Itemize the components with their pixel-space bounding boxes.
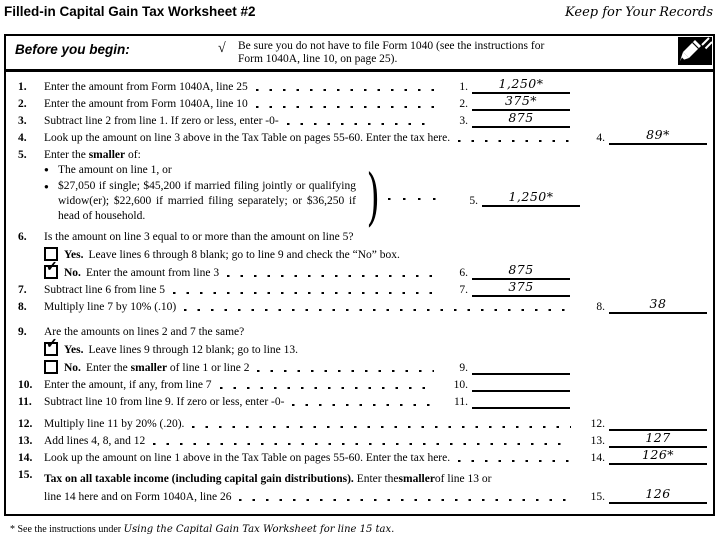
line-number: 8. [18,301,27,313]
dot-leader [388,198,442,201]
entry-label: 7. [459,284,468,296]
no-text: Enter the smaller of line 1 or line 2 [85,362,250,374]
bullet-icon: ● [44,182,49,191]
entry-line-1 [442,76,570,94]
before-you-begin-text-line2: Form 1040A, line 10, on page 25). [238,53,398,65]
dot-leader [458,140,571,143]
entry-line-11 [442,391,570,409]
keep-for-records-note: Keep for Your Records [565,5,713,20]
amount-field-line-9[interactable] [472,357,570,375]
amount-field-line-8[interactable] [609,296,707,314]
dot-leader [192,426,571,429]
dot-leader [153,443,571,446]
before-you-begin-strip [6,36,713,72]
dot-leader [292,404,434,407]
line-text: Enter the amount from Form 1040A, line 10 [44,98,248,110]
worksheet-line-9 [18,322,707,339]
entry-label: 13. [590,435,605,447]
worksheet-line-12 [18,414,707,431]
entry-line-5 [452,189,580,207]
page-title: Filled-in Capital Gain Tax Worksheet #2 [4,4,256,19]
entry-label: 9. [459,362,468,374]
line-number: 1. [18,81,27,93]
entry-line-6 [442,262,570,280]
line-number: 10. [18,379,33,391]
entry-line-9 [442,357,570,375]
line-number: 5. [18,149,27,161]
yes-checkbox[interactable] [44,342,58,356]
entry-label: 1. [459,81,468,93]
worksheet-line-8 [18,297,707,314]
entry-label: 3. [459,115,468,127]
amount-field-line-14[interactable] [609,447,707,465]
amount-field-line-3[interactable] [472,110,570,128]
entry-line-15 [579,486,707,504]
amount-value: 38 [649,296,667,311]
dot-leader [173,292,434,295]
line-number: 14. [18,452,33,464]
amount-field-line-13[interactable] [609,430,707,448]
amount-field-line-6[interactable] [472,262,570,280]
amount-value: 875 [508,262,534,277]
line-number: 4. [18,132,27,144]
entry-line-14 [579,447,707,465]
amount-value: 89* [646,127,670,142]
line-text: Is the amount on line 3 equal to or more than the amount on line 5? [44,231,354,243]
brace-glyph: ) [366,160,380,233]
worksheet-line-3 [18,111,707,128]
bullet-icon: ● [44,165,49,174]
dot-leader [184,309,571,312]
dot-leader [239,499,571,502]
worksheet-line-5 [18,145,707,162]
amount-field-line-7[interactable] [472,279,570,297]
amount-value: 127 [645,430,671,445]
line-text: Are the amounts on lines 2 and 7 the same? [44,326,245,338]
entry-line-4 [579,127,707,145]
line-text-continued: line 14 here and on Form 1040A, line 26 15. 126 [44,486,707,504]
yes-label: Yes. [64,344,84,356]
worksheet-line-10 [18,375,707,392]
line-number: 3. [18,115,27,127]
amount-field-line-4[interactable] [609,127,707,145]
worksheet-line-1 [18,77,707,94]
bullet-text: The amount on line 1, or [58,164,172,176]
entry-label: 8. [596,301,605,313]
line-5-options-block [18,160,707,233]
line-number: 13. [18,435,33,447]
dot-leader [220,387,434,390]
line-text: Enter the smaller of: [44,149,141,161]
worksheet-line-14 [18,448,707,465]
line-text: Subtract line 2 from line 1. If zero or less, enter -0- [44,115,279,127]
line-text: Multiply line 11 by 20% (.20). [44,418,185,430]
dot-leader [458,460,571,463]
amount-value: 375 [508,279,534,294]
line-text: Enter the amount from Form 1040A, line 25 [44,81,248,93]
worksheet-line-2 [18,94,707,111]
dot-leader [256,89,434,92]
line-text: Tax on all taxable income (including capital gain distributions). Enter the smaller of line 13 or [44,473,492,485]
no-label: No. [64,267,81,279]
entry-line-8 [579,296,707,314]
worksheet-line-7 [18,280,707,297]
no-checkbox[interactable] [44,265,58,279]
line-number: 9. [18,326,27,338]
before-you-begin-text [238,40,598,66]
amount-value: 126 [645,486,671,501]
worksheet-box [4,34,715,516]
entry-label: 11. [454,396,468,408]
dot-leader [227,275,434,278]
checkmark-icon: √ [218,41,226,56]
line-text: Multiply line 7 by 10% (.10) [44,301,177,313]
entry-label: 2. [459,98,468,110]
yes-text: Leave lines 6 through 8 blank; go to line 9 and check the “No” box. [88,249,400,261]
entry-line-2 [442,93,570,111]
line-5-bullets [18,162,362,224]
no-checkbox[interactable] [44,360,58,374]
dot-leader [256,106,434,109]
worksheet-line-4 [18,128,707,145]
amount-field-line-1[interactable] [472,76,570,94]
amount-value: 375* [504,93,538,108]
line-number: 11. [18,396,32,408]
line-text: Enter the amount, if any, from line 7 [44,379,212,391]
line-text: Add lines 4, 8, and 12 [44,435,146,447]
line-9-no-option [18,357,707,375]
entry-line-13 [579,430,707,448]
entry-label: 10. [453,379,468,391]
line-text: Look up the amount on line 1 above in the Tax Table on pages 55-60. Enter the tax here. [44,452,451,464]
amount-field-line-12[interactable] [609,413,707,431]
yes-checkbox[interactable] [44,247,58,261]
entry-label: 14. [590,452,605,464]
line-text: Subtract line 6 from line 5 [44,284,166,296]
dot-leader [257,370,434,373]
amount-value: 126* [641,447,675,462]
line-text: Look up the amount on line 3 above in the Tax Table on pages 55-60. Enter the tax here. [44,132,451,144]
footnote-italic: Using the Capital Gain Tax Worksheet for line 15 tax. [123,524,395,535]
line-6-yes-option [18,244,707,262]
amount-field-line-15[interactable] [609,486,707,504]
line-number: 7. [18,284,27,296]
entry-label: 15. [590,491,605,503]
amount-value: 1,250* [508,189,554,204]
worksheet-line-13 [18,431,707,448]
page-header [0,0,721,26]
bullet-item-2 [44,179,362,224]
line-number: 6. [18,231,27,243]
footnote-prefix: * See the instructions under [10,524,124,535]
before-you-begin-label: Before you begin: [15,42,130,57]
bullet-text: $27,050 if single; $45,200 if married filing jointly or qualifying widow(er); $22,600 if married filing separately; or $36,250 if head of household. [58,180,356,222]
amount-field-line-10[interactable] [472,374,570,392]
amount-value: 1,250* [498,76,544,91]
worksheet-line-6 [18,227,707,244]
no-text: Enter the amount from line 3 [85,267,220,279]
yes-label: Yes. [64,249,84,261]
pencil-icon [678,37,712,65]
worksheet-line-15 [18,469,707,504]
line-15-body [44,469,707,504]
line-text: Subtract line 10 from line 9. If zero or less, enter -0- [44,396,285,408]
entry-label: 4. [596,132,605,144]
amount-field-line-2[interactable] [472,93,570,111]
entry-line-3 [442,110,570,128]
entry-line-10 [442,374,570,392]
amount-field-line-5[interactable] [482,189,580,207]
yes-text: Leave lines 9 through 12 blank; go to line 13. [88,344,299,356]
no-label: No. [64,362,81,374]
line-number: 15. [18,469,33,481]
footnote [10,524,394,535]
dot-leader [287,123,434,126]
line-number: 12. [18,418,33,430]
amount-field-line-11[interactable] [472,391,570,409]
entry-label: 5. [469,195,478,207]
amount-value: 875 [508,110,534,125]
line-9-yes-option [18,339,707,357]
before-you-begin-text-line1: Be sure you do not have to file Form 1040 (see the instructions for [238,40,545,52]
entry-label: 12. [590,418,605,430]
line-number: 2. [18,98,27,110]
entry-line-7 [442,279,570,297]
worksheet-body [6,72,713,504]
line-6-no-option [18,262,707,280]
entry-line-12 [579,413,707,431]
entry-label: 6. [459,267,468,279]
worksheet-line-11 [18,392,707,409]
bullet-item-1 [44,162,362,179]
